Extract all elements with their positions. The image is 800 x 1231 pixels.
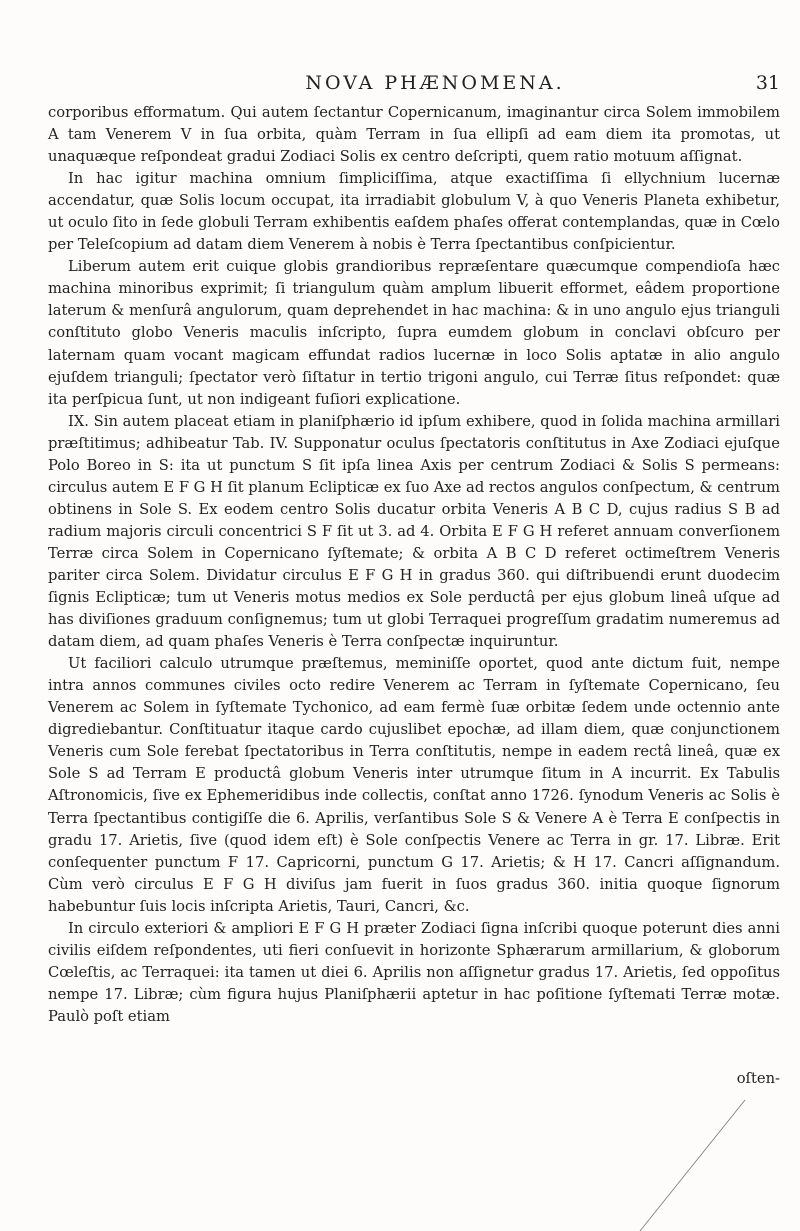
page-number: 31 xyxy=(755,72,780,94)
page-header xyxy=(90,72,780,102)
paragraph: In circulo exteriori & ampliori E F G H præter Zodiaci ſigna inſcribi quoque poterunt dies anni civilis eiſdem reſpondentes, uti fieri conſuevit in horizonte Sphærarum armillarium, & globorum Cœleſtis, ac Terraquei: ita tamen ut diei 6. Aprilis non aſſignetur gradus 17. Arietis, ſed oppoſitus nempe 17. Libræ; cùm figura hujus Planiſphærii aptetur in hac poſitione ſyſtemati Terræ motæ. Paulò poſt etiam xyxy=(48,919,780,1025)
paragraph: IX. Sin autem placeat etiam in planiſphærio id ipſum exhibere, quod in ſolida machina armillari præſtitimus; adhibeatur Tab. IV. Supponatur oculus ſpectatoris conſtitutus in Axe Zodiaci ejuſque Polo Boreo in S: ita ut punctum S ſit ipſa linea Axis per centrum Zodiaci & Solis S permeans: circulus autem E F G H ſit planum Eclipticæ ex ſuo Axe ad rectos angulos conſpectum, & centrum obtinens in Sole S. Ex eodem centro Solis ducatur orbita Veneris A B C D, cujus radius S B ad radium majoris circuli concentrici S F ſit ut 3. ad 4. Orbita E F G H referet annuam converſionem Terræ circa Solem in Copernicano ſyſtemate; & orbita A B C D referet octimeſtrem Veneris pariter circa Solem. Dividatur circulus E F G H in gradus 360. qui diſtribuendi erunt duodecim ſignis Eclipticæ; tum ut Veneris motus medios ex Sole perductâ per ejus globum lineâ uſque ad has diviſiones graduum conſignemus; tum ut globi Terraquei progreſſum gradatim numeremus ad datam diem, ad quam phaſes Veneris è Terra conſpectæ inquiruntur. xyxy=(48,412,780,651)
paragraph: Ut faciliori calculo utrumque præſtemus, meminiſſe oportet, quod ante dictum fuit, nempe intra annos communes civiles octo redire Venerem ac Terram in ſyſtemate Copernicano, ſeu Venerem ac Solem in ſyſtemate Tychonico, ad eam fermè ſuæ orbitæ ſedem unde octennio ante digrediebantur. Conſtituatur itaque cardo cujuslibet epochæ, ad illam diem, quæ conjunctionem Veneris cum Sole ferebat ſpectatoribus in Terra conſtitutis, nempe in eadem rectâ lineâ, quæ ex Sole S ad Terram E productâ globum Veneris inter utrumque ſitum in A incurrit. Ex Tabulis Aſtronomicis, ſive ex Ephemeridibus inde collectis, conſtat anno 1726. ſynodum Veneris ac Solis è Terra ſpectantibus contigiſſe die 6. Aprilis, verſantibus Sole S & Venere A è Terra E conſpectis in gradu 17. Arietis, ſive (quod idem eſt) è Sole conſpectis Venere ac Terra in gr. 17. Libræ. Erit conſequenter punctum F 17. Capricorni, punctum G 17. Arietis; & H 17. Cancri aſſignandum. Cùm verò circulus E F G H diviſus jam fuerit in ſuos gradus 360. initia quoque ſignorum habebuntur ſuis locis inſcripta Arietis, Tauri, Cancri, &c. xyxy=(48,655,780,915)
catchword: oſten- xyxy=(736,1070,780,1087)
paragraph: corporibus efformatum. Qui autem ſectantur Copernicanum, imaginantur circa Solem immobilem A tam Venerem V in ſua orbita, quàm Terram in ſua ellipſi ad eam diem ita promotas, ut unaquæque reſpondeat gradui Zodiaci Solis ex centro deſcripti, quem ratio motuum aſſignat. xyxy=(48,104,780,166)
running-title: NOVA PHÆNOMENA. xyxy=(305,72,565,94)
body-text xyxy=(48,102,780,1028)
paragraph: In hac igitur machina omnium ſimpliciſſima, atque exactiſſima ſi ellychnium lucernæ accendatur, quæ Solis locum occupat, ita irradiabit globulum V, à quo Veneris Planeta exhibetur, ut oculo ſito in ſede globuli Terram exhibentis eaſdem phaſes offerat contemplandas, quæ in Cœlo per Teleſcopium ad datam diem Venerem à nobis è Terra ſpectantibus conſpicientur. xyxy=(48,170,780,254)
paragraph: Liberum autem erit cuique globis grandioribus repræſentare quæcumque compendioſa hæc machina minoribus exprimit; ſi triangulum quàm amplum libuerit efformet, eâdem proportione laterum & menſurâ angulorum, quam deprehendet in hac machina: & in uno angulo ejus trianguli conſtituto globo Veneris maculis inſcripto, ſupra eumdem globum in conclavi obſcuro per laternam quam vocant magicam effundat radios lucernæ in loco Solis aptatæ in alio angulo ejuſdem trianguli; ſpectator verò ſiſtatur in tertio trigoni angulo, cui Terræ ſitus reſpondet: quæ ita perſpicua ſunt, ut non indigeant fuſiori explicatione. xyxy=(48,258,780,408)
